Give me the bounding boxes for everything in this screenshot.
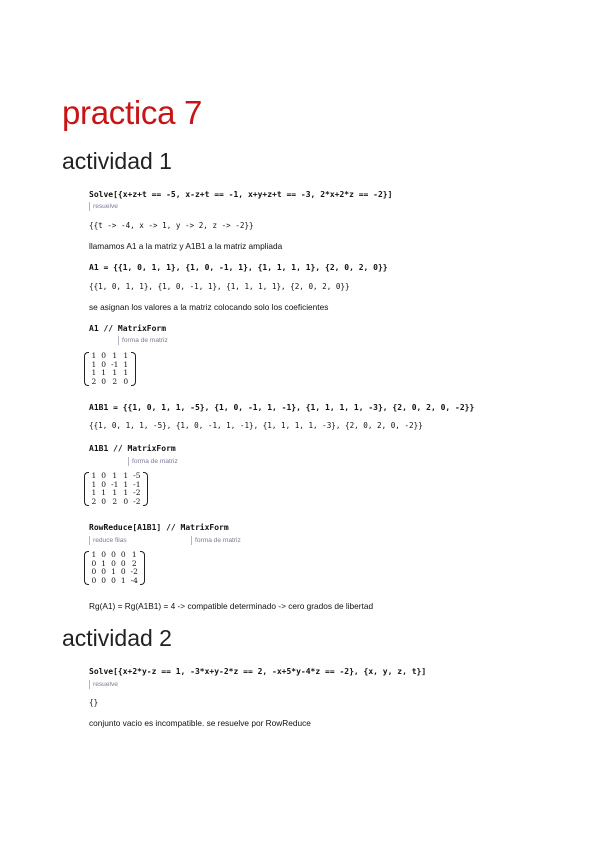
- note-coeficientes: se asignan los valores a la matriz colocando solo los coeficientes: [89, 302, 329, 312]
- left-bracket: [84, 472, 89, 506]
- matrix-cell: 0: [120, 550, 126, 559]
- matrix-cell: 1: [91, 351, 97, 360]
- input-a1b1[interactable]: A1B1 = {{1, 0, 1, 1, -5}, {1, 0, -1, 1, -1}, {1, 1, 1, 1, -3}, {2, 0, 2, 0, -2}}: [89, 403, 475, 412]
- matrix-cell: 1: [123, 471, 129, 480]
- section-heading-actividad-2: actividad 2: [62, 625, 172, 651]
- matrix-cell: -2: [133, 496, 141, 506]
- matrix-cell: 0: [91, 575, 97, 585]
- matrix-cell: 1: [123, 368, 129, 378]
- hint-forma-de-matriz-2: forma de matriz: [128, 457, 178, 466]
- matrix-cell: 0: [101, 567, 107, 577]
- input-a1b1-matrixform[interactable]: A1B1 // MatrixForm: [89, 444, 176, 453]
- matrix-cell: -1: [111, 359, 119, 369]
- matrix-cell: 2: [91, 376, 97, 386]
- matrix-cell: 0: [120, 567, 126, 577]
- matrix-cell: 0: [101, 359, 107, 369]
- matrix-cell: 1: [123, 488, 129, 498]
- section-heading-actividad-1: actividad 1: [62, 148, 172, 174]
- matrix-cell: 0: [101, 376, 107, 386]
- matrix-cell: -2: [130, 567, 138, 577]
- note-matrices: llamamos A1 a la matriz y A1B1 a la matriz ampliada: [89, 241, 283, 251]
- matrix-cell: 0: [120, 558, 126, 568]
- matrix-cell: 0: [123, 496, 129, 506]
- right-bracket: [131, 352, 136, 386]
- hint-forma-de-matriz-1: forma de matriz: [118, 336, 168, 345]
- left-bracket: [84, 352, 89, 386]
- matrix-cell: 0: [101, 351, 107, 360]
- matrix-cell: 2: [91, 496, 97, 506]
- matrix-cell: 1: [123, 351, 129, 360]
- matrix-cell: -4: [130, 575, 138, 585]
- matrix-cell: 1: [101, 488, 107, 498]
- left-bracket: [84, 551, 89, 585]
- matrix-cell: 1: [101, 368, 107, 378]
- input-a1-matrixform[interactable]: A1 // MatrixForm: [89, 324, 167, 333]
- matrix-cell: 1: [91, 488, 97, 498]
- matrix-cell: 1: [123, 479, 129, 489]
- right-bracket: [140, 551, 145, 585]
- input-solve-2[interactable]: Solve[{x+2*y-z == 1, -3*x+y-2*z == 2, -x+5*y-4*z == -2}, {x, y, z, t}]: [89, 667, 427, 676]
- matrix-cell: 0: [91, 558, 97, 568]
- note-incompatible: conjunto vacio es incompatible. se resuelve por RowReduce: [89, 718, 311, 728]
- matrix-rowreduce: [89, 551, 140, 585]
- matrix-cell: 1: [111, 567, 116, 577]
- output-a1b1: {{1, 0, 1, 1, -5}, {1, 0, -1, 1, -1}, {1, 1, 1, 1, -3}, {2, 0, 2, 0, -2}}: [89, 421, 423, 430]
- matrix-cell: 1: [91, 471, 97, 480]
- matrix-cell: 0: [101, 575, 107, 585]
- matrix-cell: 1: [123, 359, 129, 369]
- page-title: practica 7: [62, 94, 203, 131]
- hint-reduce-filas: reduce filas: [89, 536, 127, 545]
- matrix-cell: -1: [133, 479, 141, 489]
- matrix-cell: -2: [133, 488, 141, 498]
- matrix-cell: 1: [112, 351, 118, 360]
- matrix-cell: 0: [101, 496, 107, 506]
- hint-resuelve-2: resuelve: [89, 680, 118, 689]
- right-bracket: [143, 472, 148, 506]
- output-solve-1: {{t -> -4, x -> 1, y -> 2, z -> -2}}: [89, 221, 254, 230]
- matrix-a1b1: [89, 472, 143, 506]
- matrix-cell: 1: [112, 368, 118, 378]
- matrix-cell: 0: [91, 567, 97, 577]
- matrix-cell: 1: [91, 359, 97, 369]
- output-solve-2: {}: [89, 698, 99, 707]
- matrix-cell: 0: [101, 479, 107, 489]
- matrix-cell: 1: [91, 550, 97, 559]
- matrix-cell: 2: [112, 376, 118, 386]
- matrix-cell: 0: [123, 376, 129, 386]
- matrix-cell: -5: [133, 471, 141, 480]
- matrix-cell: 1: [91, 479, 97, 489]
- matrix-cell: 0: [101, 471, 107, 480]
- matrix-cell: 0: [111, 575, 116, 585]
- input-a1[interactable]: A1 = {{1, 0, 1, 1}, {1, 0, -1, 1}, {1, 1, 1, 1}, {2, 0, 2, 0}}: [89, 263, 388, 272]
- matrix-cell: 2: [112, 496, 118, 506]
- hint-forma-de-matriz-3: forma de matriz: [191, 536, 241, 545]
- matrix-cell: 1: [112, 488, 118, 498]
- matrix-row: [89, 378, 131, 387]
- matrix-a1: [89, 352, 131, 386]
- matrix-cell: 1: [101, 558, 107, 568]
- matrix-cell: 0: [101, 550, 107, 559]
- matrix-row: [89, 498, 143, 507]
- matrix-cell: 0: [111, 550, 116, 559]
- matrix-cell: 1: [91, 368, 97, 378]
- matrix-cell: 1: [120, 575, 126, 585]
- conclusion-rango: Rg(A1) = Rg(A1B1) = 4 -> compatible determinado -> cero grados de libertad: [89, 601, 374, 611]
- input-rowreduce[interactable]: RowReduce[A1B1] // MatrixForm: [89, 523, 229, 532]
- matrix-cell: 0: [111, 558, 116, 568]
- matrix-cell: 1: [131, 550, 137, 559]
- matrix-cell: 2: [131, 558, 137, 568]
- matrix-cell: -1: [111, 479, 119, 489]
- matrix-row: [89, 577, 140, 586]
- output-a1: {{1, 0, 1, 1}, {1, 0, -1, 1}, {1, 1, 1, 1}, {2, 0, 2, 0}}: [89, 282, 350, 291]
- hint-resuelve-1: resuelve: [89, 202, 118, 211]
- matrix-cell: 1: [112, 471, 118, 480]
- input-solve-1[interactable]: Solve[{x+z+t == -5, x-z+t == -1, x+y+z+t == -3, 2*x+2*z == -2}]: [89, 190, 393, 199]
